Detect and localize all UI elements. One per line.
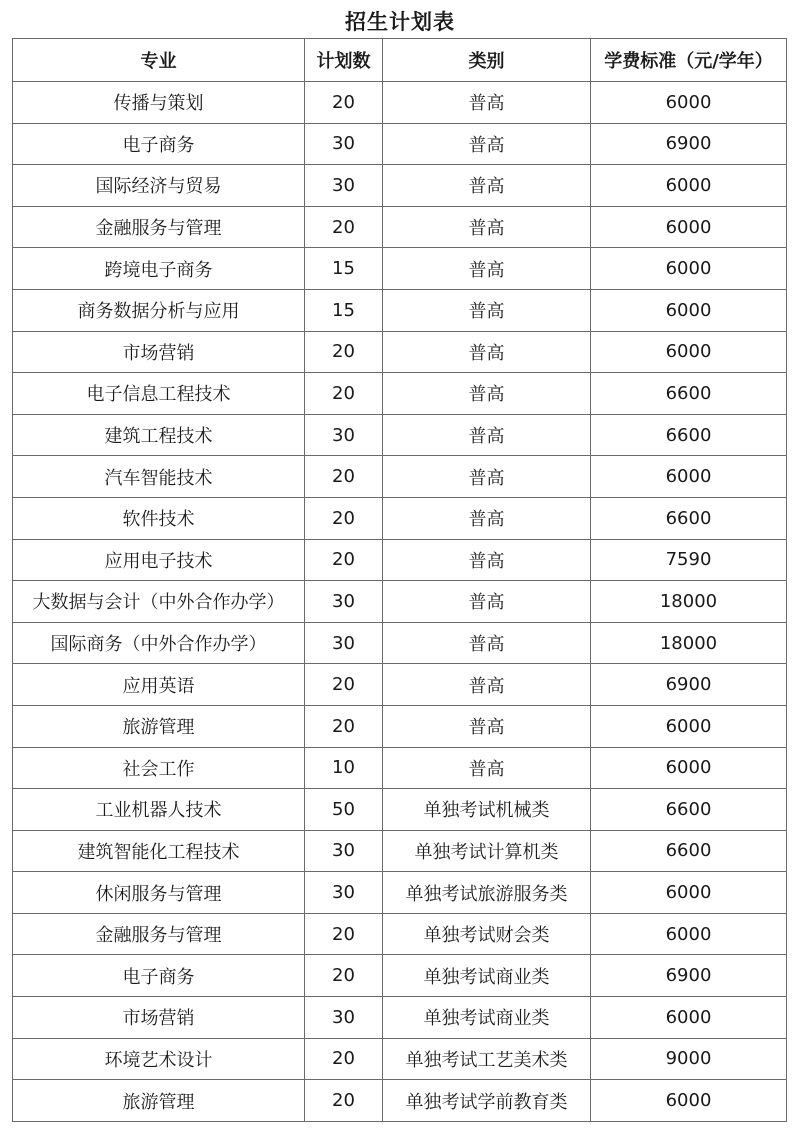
cell-category: 普高 — [383, 581, 591, 623]
cell-category: 单独考试旅游服务类 — [383, 872, 591, 914]
cell-major: 旅游管理 — [13, 705, 305, 747]
cell-major: 工业机器人技术 — [13, 789, 305, 831]
table-row — [13, 206, 787, 248]
cell-category: 普高 — [383, 123, 591, 165]
table-row — [13, 331, 787, 373]
cell-tuition: 6000 — [591, 289, 787, 331]
cell-tuition: 6600 — [591, 789, 787, 831]
table-row — [13, 997, 787, 1039]
table-row — [13, 622, 787, 664]
cell-major: 市场营销 — [13, 997, 305, 1039]
cell-plan-count: 30 — [305, 165, 383, 207]
cell-plan-count: 20 — [305, 1038, 383, 1080]
table-row — [13, 913, 787, 955]
table-row — [13, 123, 787, 165]
cell-plan-count: 50 — [305, 789, 383, 831]
table-row — [13, 373, 787, 415]
cell-major: 电子信息工程技术 — [13, 373, 305, 415]
cell-category: 单独考试计算机类 — [383, 830, 591, 872]
cell-tuition: 6600 — [591, 373, 787, 415]
cell-plan-count: 20 — [305, 705, 383, 747]
cell-plan-count: 20 — [305, 373, 383, 415]
cell-plan-count: 15 — [305, 289, 383, 331]
cell-major: 软件技术 — [13, 497, 305, 539]
cell-major: 电子商务 — [13, 123, 305, 165]
table-row — [13, 747, 787, 789]
cell-major: 商务数据分析与应用 — [13, 289, 305, 331]
cell-category: 普高 — [383, 664, 591, 706]
cell-category: 普高 — [383, 373, 591, 415]
table-row — [13, 289, 787, 331]
cell-plan-count: 30 — [305, 123, 383, 165]
table-row — [13, 248, 787, 290]
cell-category: 单独考试工艺美术类 — [383, 1038, 591, 1080]
cell-major: 旅游管理 — [13, 1080, 305, 1122]
cell-tuition: 6000 — [591, 747, 787, 789]
cell-major: 应用电子技术 — [13, 539, 305, 581]
cell-tuition: 18000 — [591, 581, 787, 623]
cell-tuition: 6000 — [591, 872, 787, 914]
cell-major: 金融服务与管理 — [13, 206, 305, 248]
cell-tuition: 6000 — [591, 1080, 787, 1122]
cell-plan-count: 20 — [305, 913, 383, 955]
table-row — [13, 82, 787, 124]
cell-category: 普高 — [383, 539, 591, 581]
cell-plan-count: 15 — [305, 248, 383, 290]
cell-tuition: 6900 — [591, 955, 787, 997]
cell-tuition: 6000 — [591, 997, 787, 1039]
table-row — [13, 497, 787, 539]
cell-major: 应用英语 — [13, 664, 305, 706]
cell-tuition: 6000 — [591, 913, 787, 955]
table-row — [13, 539, 787, 581]
cell-tuition: 6000 — [591, 248, 787, 290]
table-row — [13, 955, 787, 997]
cell-tuition: 6600 — [591, 414, 787, 456]
table-row — [13, 705, 787, 747]
cell-plan-count: 30 — [305, 622, 383, 664]
header-plan-count: 计划数 — [305, 39, 383, 82]
table-row — [13, 789, 787, 831]
cell-category: 普高 — [383, 456, 591, 498]
table-body — [13, 82, 787, 1122]
cell-tuition: 6000 — [591, 82, 787, 124]
cell-major: 传播与策划 — [13, 82, 305, 124]
table-row — [13, 1038, 787, 1080]
cell-tuition: 9000 — [591, 1038, 787, 1080]
table-row — [13, 830, 787, 872]
cell-major: 建筑工程技术 — [13, 414, 305, 456]
page-title: 招生计划表 — [345, 10, 455, 34]
cell-major: 大数据与会计（中外合作办学） — [13, 581, 305, 623]
cell-plan-count: 10 — [305, 747, 383, 789]
table-header-row — [13, 39, 787, 82]
table-row — [13, 456, 787, 498]
cell-tuition: 18000 — [591, 622, 787, 664]
cell-major: 社会工作 — [13, 747, 305, 789]
cell-plan-count: 20 — [305, 664, 383, 706]
table-row — [13, 664, 787, 706]
cell-tuition: 6000 — [591, 165, 787, 207]
table-row — [13, 414, 787, 456]
cell-major: 跨境电子商务 — [13, 248, 305, 290]
cell-tuition: 6600 — [591, 497, 787, 539]
cell-tuition: 6600 — [591, 830, 787, 872]
cell-category: 普高 — [383, 331, 591, 373]
cell-major: 市场营销 — [13, 331, 305, 373]
cell-plan-count: 30 — [305, 830, 383, 872]
cell-plan-count: 20 — [305, 456, 383, 498]
cell-major: 休闲服务与管理 — [13, 872, 305, 914]
cell-category: 普高 — [383, 414, 591, 456]
cell-plan-count: 30 — [305, 997, 383, 1039]
cell-category: 单独考试商业类 — [383, 997, 591, 1039]
cell-major: 电子商务 — [13, 955, 305, 997]
cell-plan-count: 20 — [305, 206, 383, 248]
enrollment-plan-table — [12, 38, 787, 1122]
cell-category: 普高 — [383, 622, 591, 664]
table-row — [13, 581, 787, 623]
header-major: 专业 — [13, 39, 305, 82]
cell-plan-count: 30 — [305, 872, 383, 914]
cell-category: 普高 — [383, 82, 591, 124]
cell-plan-count: 30 — [305, 414, 383, 456]
header-category: 类别 — [383, 39, 591, 82]
cell-category: 普高 — [383, 705, 591, 747]
cell-category: 单独考试机械类 — [383, 789, 591, 831]
cell-major: 国际经济与贸易 — [13, 165, 305, 207]
cell-plan-count: 20 — [305, 331, 383, 373]
cell-plan-count: 20 — [305, 539, 383, 581]
cell-category: 单独考试学前教育类 — [383, 1080, 591, 1122]
cell-category: 单独考试财会类 — [383, 913, 591, 955]
cell-tuition: 6900 — [591, 123, 787, 165]
cell-tuition: 6000 — [591, 331, 787, 373]
cell-category: 普高 — [383, 206, 591, 248]
cell-major: 国际商务（中外合作办学） — [13, 622, 305, 664]
cell-category: 普高 — [383, 289, 591, 331]
cell-plan-count: 20 — [305, 82, 383, 124]
cell-major: 环境艺术设计 — [13, 1038, 305, 1080]
cell-category: 普高 — [383, 497, 591, 539]
cell-tuition: 6000 — [591, 705, 787, 747]
cell-category: 普高 — [383, 165, 591, 207]
cell-major: 金融服务与管理 — [13, 913, 305, 955]
cell-plan-count: 20 — [305, 955, 383, 997]
cell-major: 建筑智能化工程技术 — [13, 830, 305, 872]
cell-category: 单独考试商业类 — [383, 955, 591, 997]
cell-tuition: 6000 — [591, 456, 787, 498]
table-row — [13, 872, 787, 914]
cell-category: 普高 — [383, 248, 591, 290]
cell-plan-count: 30 — [305, 581, 383, 623]
cell-plan-count: 20 — [305, 1080, 383, 1122]
cell-major: 汽车智能技术 — [13, 456, 305, 498]
cell-tuition: 6000 — [591, 206, 787, 248]
header-tuition: 学费标准（元/学年） — [591, 39, 787, 82]
cell-category: 普高 — [383, 747, 591, 789]
table-row — [13, 1080, 787, 1122]
cell-tuition: 7590 — [591, 539, 787, 581]
table-row — [13, 165, 787, 207]
cell-plan-count: 20 — [305, 497, 383, 539]
cell-tuition: 6900 — [591, 664, 787, 706]
